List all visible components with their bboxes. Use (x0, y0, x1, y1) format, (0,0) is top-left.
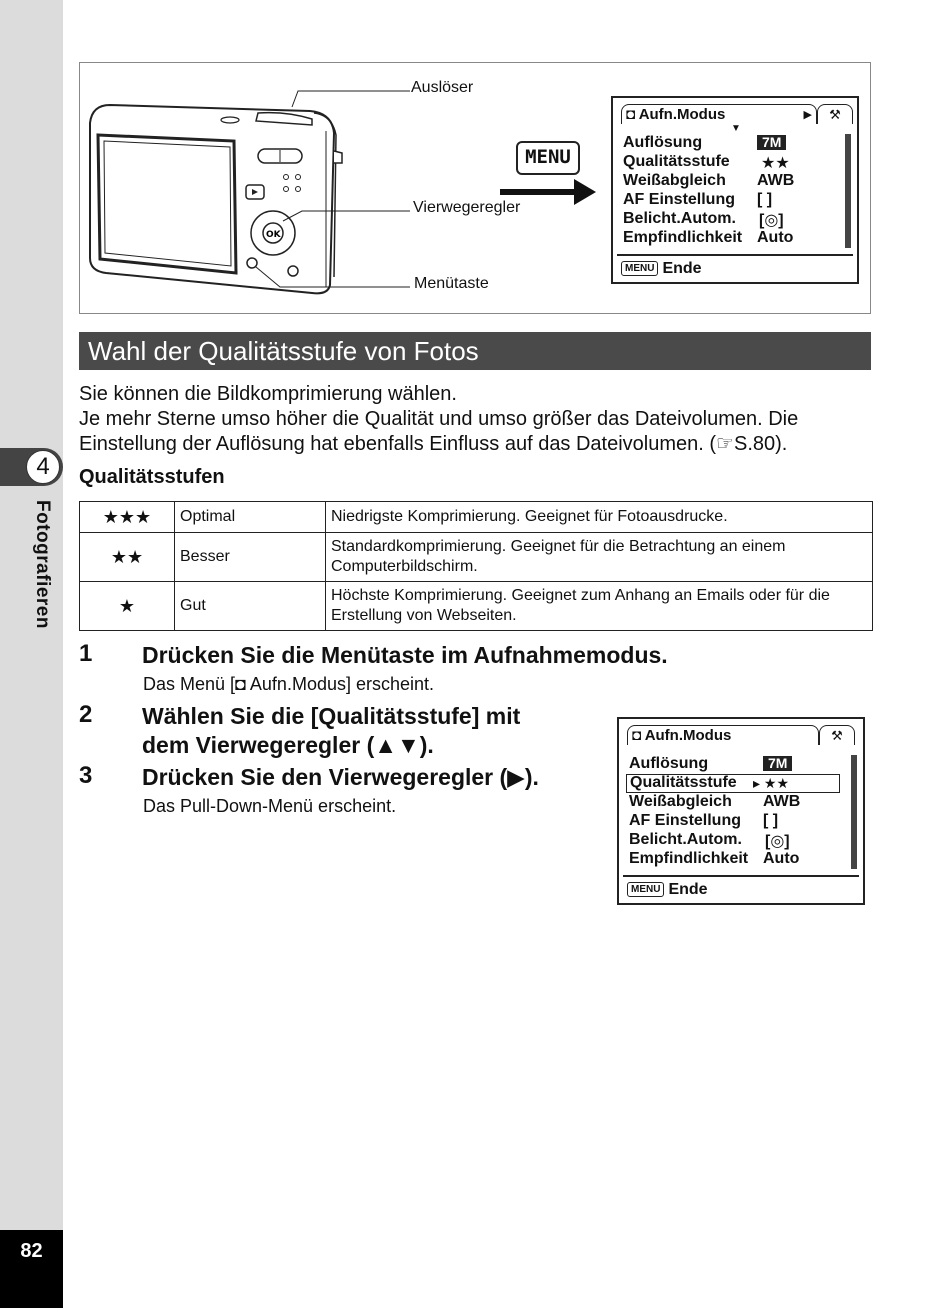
desc-cell: Standardkomprimierung. Geeignet für die Betrachtung an einem Computerbildschirm. (326, 533, 873, 582)
menu-row: Belicht.Autom. [◎] (629, 831, 790, 850)
menu-badge-icon: MENU (621, 261, 658, 276)
table-row (80, 502, 873, 533)
menu-row: Empfindlichkeit Auto (623, 229, 794, 246)
menu-screen-1 (611, 96, 859, 284)
quality-table (79, 501, 873, 631)
intro-line-3: Einstellung der Auflösung hat ebenfalls Einfluss auf das Dateivolumen. (☞S.80). (79, 433, 788, 455)
menu-screen-2 (617, 717, 865, 905)
name-cell: Gut (175, 582, 326, 631)
menu-row: AF Einstellung [ ] (629, 812, 779, 829)
stars-cell: ★★ (80, 533, 175, 582)
step-3-sub: Das Pull-Down-Menü erscheint. (143, 796, 397, 816)
step-2-line-1: Wählen Sie die [Qualitätsstufe] mit (142, 703, 521, 729)
camera-icon: ◘ (632, 727, 642, 744)
svg-text:OK: OK (266, 230, 281, 240)
tab-aufn-modus (627, 725, 819, 745)
tab-label: Aufn.Modus (644, 727, 732, 744)
camera-icon: ◘ (626, 106, 636, 123)
desc-cell: Höchste Komprimierung. Geeignet zum Anhang an Emails oder für die Erstellung von Webseiten. (326, 582, 873, 631)
menu-row: Qualitätsstufe ★★ (623, 153, 790, 172)
step-2-line-2: dem Vierwegeregler (▲▼). (142, 732, 434, 758)
name-cell: Besser (175, 533, 326, 582)
table-row (80, 533, 873, 582)
tab-label: Aufn.Modus (638, 106, 726, 123)
camera-figure (79, 62, 871, 314)
menu-badge-icon: MENU (627, 882, 664, 897)
footer-end: Ende (662, 260, 702, 277)
menu-row: AF Einstellung [ ] (623, 191, 773, 208)
menu-key-icon: MENU (516, 141, 580, 175)
step-3-text: Drücken Sie den Vierwegeregler (▶). (142, 764, 539, 790)
chapter-sidebar (0, 0, 63, 1308)
stars-cell: ★ (80, 582, 175, 631)
right-arrow-icon: ▶ (803, 109, 812, 121)
shutter-callout: Auslöser (411, 79, 474, 96)
menu-row-selected: Qualitätsstufe ▸ ★★ (626, 774, 840, 793)
page-number: 82 (20, 1240, 43, 1262)
chapter-number: 4 (26, 450, 60, 484)
section-title: Wahl der Qualitätsstufe von Fotos (88, 336, 479, 366)
menu-row: Auflösung 7M (623, 134, 742, 153)
down-arrow-icon: ▼ (731, 123, 741, 134)
tab-aufn-modus (621, 104, 817, 124)
wrench-icon: ⚒ (819, 725, 855, 745)
stars-cell: ★★★ (80, 502, 175, 533)
resolution-badge: 7M (757, 135, 786, 150)
desc-cell: Niedrigste Komprimierung. Geeignet für Fotoausdrucke. (326, 502, 873, 533)
menu-row: Auflösung 7M (629, 755, 840, 774)
menu-button-callout: Menütaste (414, 275, 489, 292)
chapter-label: Fotografieren (32, 500, 53, 629)
menu-row: Belicht.Autom. [◎] (623, 210, 784, 229)
scrollbar (845, 134, 851, 248)
table-row (80, 582, 873, 631)
menu-row: Empfindlichkeit Auto (629, 850, 800, 867)
step-1-text: Drücken Sie die Menütaste im Aufnahmemodus. (142, 642, 668, 668)
footer-end: Ende (668, 881, 708, 898)
name-cell: Optimal (175, 502, 326, 533)
four-way-callout: Vierwegeregler (413, 199, 521, 216)
menu-row: Weißabgleich AWB (629, 793, 801, 810)
intro-line-2: Je mehr Sterne umso höher die Qualität und umso größer das Dateivolumen. Die (79, 408, 799, 430)
wrench-icon: ⚒ (817, 104, 853, 124)
step-2-number: 2 (79, 701, 93, 728)
menu-row: Weißabgleich AWB (623, 172, 795, 189)
step-3-number: 3 (79, 762, 93, 789)
step-1-number: 1 (79, 640, 93, 667)
scrollbar (851, 755, 857, 869)
step-1-sub: Das Menü [◘ Aufn.Modus] erscheint. (143, 674, 435, 694)
intro-line-1: Sie können die Bildkomprimierung wählen. (79, 383, 457, 405)
quality-subheading: Qualitätsstufen (79, 466, 225, 488)
resolution-badge: 7M (763, 756, 792, 771)
